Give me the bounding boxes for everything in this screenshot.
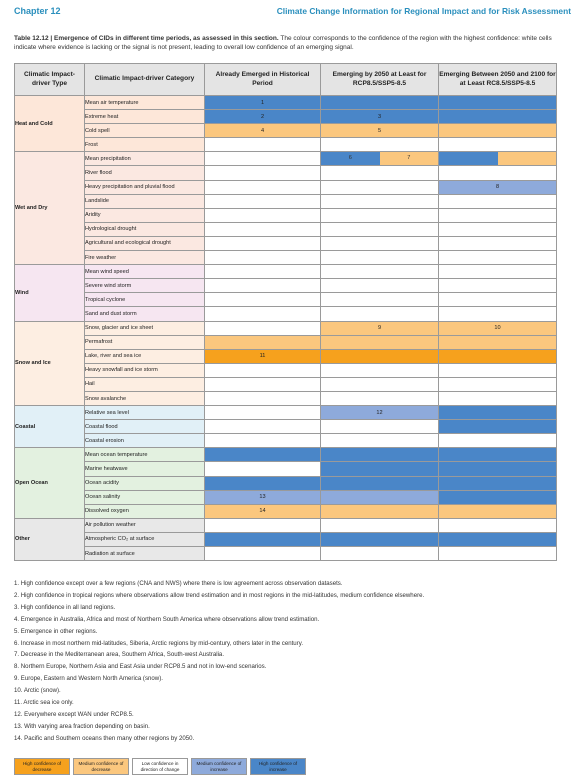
table-row (15, 293, 557, 307)
table-row (15, 462, 557, 476)
table-row (15, 490, 557, 504)
table-row (15, 166, 557, 180)
emergence-cell (205, 406, 321, 420)
cid-category-cell: Permafrost (85, 335, 205, 349)
emergence-cell (205, 265, 321, 279)
table-row (15, 307, 557, 321)
header-emerging-2050: Emerging by 2050 at Least for RCP8.5/SSP5-8.5 (321, 64, 439, 96)
cid-emergence-table (14, 63, 557, 561)
emergence-cell (439, 194, 557, 208)
emergence-cell (439, 363, 557, 377)
cid-category-cell: Cold spell (85, 124, 205, 138)
emergence-cell: 10 (439, 321, 557, 335)
emergence-cell (321, 166, 439, 180)
cid-category-cell: Mean air temperature (85, 96, 205, 110)
emergence-cell (439, 448, 557, 462)
emergence-cell (321, 349, 439, 363)
emergence-cell (321, 547, 439, 561)
emergence-cell (205, 180, 321, 194)
emergence-cell (205, 152, 321, 166)
emergence-cell: 3 (321, 110, 439, 124)
emergence-cell (205, 166, 321, 180)
cid-category-cell: Extreme heat (85, 110, 205, 124)
emergence-cell (205, 462, 321, 476)
emergence-cell (439, 335, 557, 349)
emergence-cell (321, 434, 439, 448)
cid-category-cell: Agricultural and ecological drought (85, 236, 205, 250)
emergence-cell (439, 504, 557, 518)
cid-category-cell: Atmospheric CO₂ at surface (85, 532, 205, 546)
table-row (15, 138, 557, 152)
emergence-cell (205, 391, 321, 405)
emergence-cell: 12 (321, 406, 439, 420)
emergence-cell (439, 110, 557, 124)
chapter-label: Chapter 12 (14, 6, 61, 16)
table-row (15, 152, 557, 166)
header-cid-type: Climatic Impact-driver Type (15, 64, 85, 96)
footnote-item: 7. Decrease in the Mediterranean area, Southern Africa, South-west Australia. (14, 651, 225, 659)
emergence-cell (321, 251, 439, 265)
table-row (15, 321, 557, 335)
header-already-emerged: Already Emerged in Historical Period (205, 64, 321, 96)
legend-key: Medium confidence of decrease (73, 758, 129, 775)
table-row (15, 335, 557, 349)
emergence-cell (439, 307, 557, 321)
emergence-cell (321, 335, 439, 349)
emergence-cell (439, 152, 557, 166)
cid-category-cell: Air pollution weather (85, 518, 205, 532)
footnote-item: 13. With varying area fraction depending on basin. (14, 722, 150, 730)
emergence-cell (321, 448, 439, 462)
cid-category-cell: Snow avalanche (85, 391, 205, 405)
emergence-cell (439, 391, 557, 405)
emergence-cell (205, 547, 321, 561)
cid-category-cell: Landslide (85, 194, 205, 208)
emergence-cell (439, 476, 557, 490)
table-row (15, 476, 557, 490)
table-caption (14, 34, 570, 52)
emergence-cell (321, 420, 439, 434)
cid-category-cell: Ocean acidity (85, 476, 205, 490)
table-row (15, 377, 557, 391)
emergence-cell (205, 377, 321, 391)
cid-category-cell: Mean wind speed (85, 265, 205, 279)
emergence-cell (439, 518, 557, 532)
emergence-cell (321, 265, 439, 279)
emergence-cell (205, 222, 321, 236)
table-row (15, 208, 557, 222)
table-row (15, 532, 557, 546)
running-title: Climate Change Information for Regional Impact and for Risk Assessment (276, 6, 571, 16)
emergence-cell (321, 391, 439, 405)
footnote-item: 2. High confidence in tropical regions where observations allow trend estimation and in most regions in the mid-latitudes, medium confidence elsewhere. (14, 591, 425, 599)
table-row (15, 96, 557, 110)
cid-category-cell: Coastal flood (85, 420, 205, 434)
footnote-item: 12. Everywhere except WAN under RCP8.5. (14, 710, 134, 718)
table-row (15, 420, 557, 434)
emergence-cell: 11 (205, 349, 321, 363)
emergence-cell (439, 406, 557, 420)
emergence-cell (205, 448, 321, 462)
cid-type-cell: Heat and Cold (15, 96, 85, 152)
emergence-cell (439, 96, 557, 110)
emergence-cell (321, 222, 439, 236)
emergence-cell: 13 (205, 490, 321, 504)
emergence-cell (321, 504, 439, 518)
emergence-cell (439, 349, 557, 363)
emergence-cell (205, 321, 321, 335)
emergence-cell (321, 152, 439, 166)
emergence-cell: 5 (321, 124, 439, 138)
emergence-cell (439, 490, 557, 504)
emergence-cell: 4 (205, 124, 321, 138)
emergence-cell (321, 462, 439, 476)
table-row (15, 434, 557, 448)
emergence-cell (205, 236, 321, 250)
legend-key: Low confidence in direction of change (132, 758, 188, 775)
legend-key: High confidence of increase (250, 758, 306, 775)
emergence-cell (205, 279, 321, 293)
footnote-item: 14. Pacific and Southern oceans then many other regions by 2050. (14, 734, 195, 742)
emergence-cell (321, 96, 439, 110)
emergence-cell (321, 293, 439, 307)
emergence-cell: 14 (205, 504, 321, 518)
footnote-item: 1. High confidence except over a few regions (CNA and NWS) where there is low agreement across observation datasets. (14, 580, 343, 587)
emergence-cell (321, 138, 439, 152)
footnote-item: 3. High confidence in all land regions. (14, 603, 116, 611)
emergence-cell (205, 420, 321, 434)
footnote-item: 5. Emergence in other regions. (14, 627, 98, 635)
emergence-cell: 8 (439, 180, 557, 194)
emergence-subcell: 6 (321, 152, 380, 165)
emergence-cell (321, 279, 439, 293)
cid-category-cell: Dissolved oxygen (85, 504, 205, 518)
page-header (14, 6, 571, 20)
emergence-cell (321, 532, 439, 546)
cid-type-cell: Coastal (15, 406, 85, 448)
footnote-item: 8. Northern Europe, Northern Asia and East Asia under RCP8.5 and not in low-end scenarios. (14, 663, 267, 671)
cid-category-cell: Relative sea level (85, 406, 205, 420)
cid-category-cell: Heavy precipitation and pluvial flood (85, 180, 205, 194)
table-row (15, 504, 557, 518)
emergence-cell (439, 166, 557, 180)
cid-type-cell: Snow and Ice (15, 321, 85, 406)
cid-type-cell: Open Ocean (15, 448, 85, 518)
table-row (15, 194, 557, 208)
footnote-item: 6. Increase in most northern mid-latitudes, Siberia, Arctic regions by mid-century, others later in the century. (14, 639, 304, 647)
footnote-item: 4. Emergence in Australia, Africa and most of Northern South America where observations allow trend estimation. (14, 615, 320, 623)
cid-category-cell: Marine heatwave (85, 462, 205, 476)
emergence-cell (439, 222, 557, 236)
emergence-cell (205, 532, 321, 546)
cid-category-cell: Coastal erosion (85, 434, 205, 448)
cid-category-cell: Radiation at surface (85, 547, 205, 561)
table-row (15, 391, 557, 405)
table-row (15, 547, 557, 561)
emergence-cell (439, 532, 557, 546)
emergence-cell (439, 265, 557, 279)
cid-category-cell: Hydrological drought (85, 222, 205, 236)
table-row (15, 180, 557, 194)
emergence-cell (321, 208, 439, 222)
table-body (15, 96, 557, 561)
emergence-cell: 2 (205, 110, 321, 124)
emergence-cell (439, 420, 557, 434)
emergence-cell (321, 363, 439, 377)
emergence-cell (205, 434, 321, 448)
header-emerging-2050-2100: Emerging Between 2050 and 2100 for at Least RC8.5/SSP5-8.5 (439, 64, 557, 96)
emergence-subcell: 7 (380, 152, 439, 165)
cid-category-cell: Snow, glacier and ice sheet (85, 321, 205, 335)
cid-category-cell: Hail (85, 377, 205, 391)
emergence-cell (205, 518, 321, 532)
emergence-cell (321, 476, 439, 490)
header-cid-category: Climatic Impact-driver Category (85, 64, 205, 96)
emergence-cell (321, 377, 439, 391)
emergence-cell (205, 476, 321, 490)
emergence-cell (439, 208, 557, 222)
cid-category-cell: Tropical cyclone (85, 293, 205, 307)
cid-type-cell: Wet and Dry (15, 152, 85, 265)
table-header-row (15, 64, 557, 96)
cid-category-cell: Fire weather (85, 251, 205, 265)
cid-category-cell: Mean precipitation (85, 152, 205, 166)
emergence-cell (205, 138, 321, 152)
emergence-cell: 1 (205, 96, 321, 110)
emergence-cell (205, 363, 321, 377)
emergence-cell (205, 293, 321, 307)
caption-text: The colour corresponds to the confidence of the region with the highest confidence: white cells indicate where evidence is lacking or the signal is not present, leading to overall low confidence of an emerging signal. (14, 35, 552, 51)
emergence-cell (205, 194, 321, 208)
table-row (15, 448, 557, 462)
cid-category-cell: River flood (85, 166, 205, 180)
emergence-cell (439, 547, 557, 561)
emergence-cell (205, 208, 321, 222)
emergence-cell (439, 293, 557, 307)
emergence-cell (439, 279, 557, 293)
cid-category-cell: Severe wind storm (85, 279, 205, 293)
table-row (15, 518, 557, 532)
emergence-subcell (498, 152, 557, 165)
caption-label: Table 12.12 | Emergence of CIDs in different time periods, as assessed in this section. (14, 35, 279, 42)
table-row (15, 265, 557, 279)
table-row (15, 363, 557, 377)
emergence-cell (321, 307, 439, 321)
emergence-cell (439, 377, 557, 391)
table-row (15, 349, 557, 363)
footnotes (14, 578, 574, 745)
emergence-cell (321, 180, 439, 194)
cid-category-cell: Aridity (85, 208, 205, 222)
cid-category-cell: Heavy snowfall and ice storm (85, 363, 205, 377)
cid-category-cell: Ocean salinity (85, 490, 205, 504)
emergence-cell (321, 490, 439, 504)
confidence-legend (14, 758, 306, 775)
legend-key: High confidence of decrease (14, 758, 70, 775)
cid-category-cell: Lake, river and sea ice (85, 349, 205, 363)
table-row (15, 406, 557, 420)
footnote-item: 9. Europe, Eastern and Western North America (snow). (14, 675, 163, 683)
emergence-cell (439, 434, 557, 448)
table-row (15, 251, 557, 265)
emergence-subcell (439, 152, 498, 165)
footnote-item: 10. Arctic (snow). (14, 687, 61, 695)
emergence-cell (205, 335, 321, 349)
cid-type-cell: Wind (15, 265, 85, 321)
emergence-cell (439, 138, 557, 152)
table-row (15, 124, 557, 138)
cid-category-cell: Mean ocean temperature (85, 448, 205, 462)
legend-key: Medium confidence of increase (191, 758, 247, 775)
emergence-cell (321, 194, 439, 208)
emergence-cell (439, 251, 557, 265)
emergence-cell (439, 462, 557, 476)
footnote-item: 11. Arctic sea ice only. (14, 699, 74, 707)
emergence-cell (439, 236, 557, 250)
emergence-cell (205, 251, 321, 265)
table-row (15, 236, 557, 250)
cid-category-cell: Sand and dust storm (85, 307, 205, 321)
table-row (15, 222, 557, 236)
emergence-cell (321, 236, 439, 250)
table-row (15, 110, 557, 124)
emergence-cell (205, 307, 321, 321)
emergence-cell (321, 518, 439, 532)
emergence-cell (439, 124, 557, 138)
table-row (15, 279, 557, 293)
cid-category-cell: Frost (85, 138, 205, 152)
cid-type-cell: Other (15, 518, 85, 560)
emergence-cell: 9 (321, 321, 439, 335)
